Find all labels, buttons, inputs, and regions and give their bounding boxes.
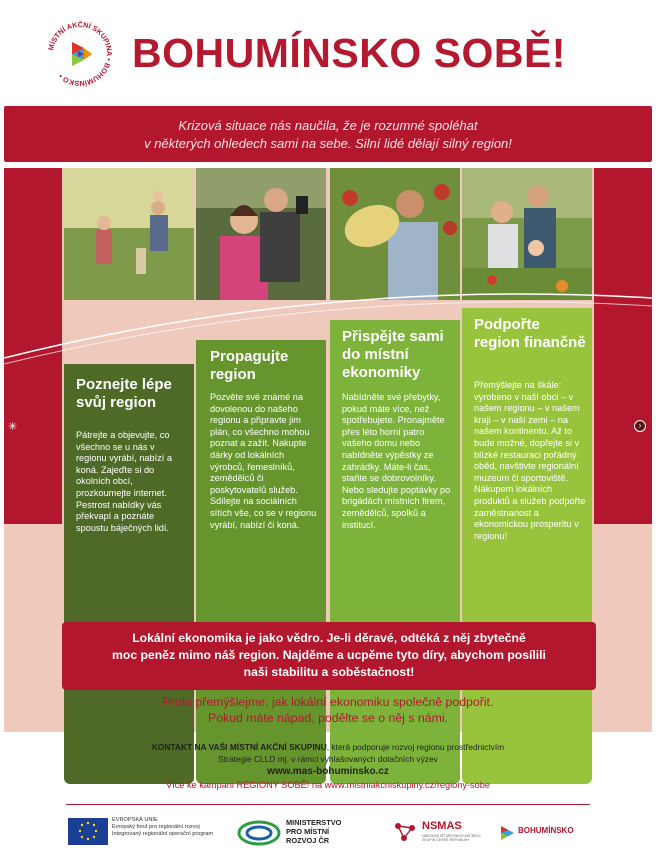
contact-lead: KONTAKT NA VAŠI MÍSTNÍ AKČNÍ SKUPINU — [151, 742, 327, 752]
closing-line-2: Pokud máte nápad, podělte se o něj s námi. — [208, 711, 448, 725]
bucket-line-2: moc peněz mimo náš region. Najděme a ucpěme tyto díry, abychom posílili — [112, 648, 546, 662]
intro-banner — [4, 106, 652, 162]
mmr-logo: MINISTERSTVO PRO MÍSTNÍ ROZVOJ ČR — [236, 816, 356, 850]
bucket-banner — [62, 622, 596, 690]
card-title: Propagujte region — [210, 348, 289, 383]
closing-line-1: Proto přemýšlejme, jak lokální ekonomiku společně podpořit. — [162, 695, 494, 709]
campaign-lead: Více ke kampani REGIONY SOBĚ! na — [166, 779, 325, 790]
mmr-swirl-icon — [236, 818, 282, 848]
campaign-link[interactable]: www.mistniakcniskupiny.cz/regiony-sobe — [324, 779, 490, 790]
nsmas-network-icon — [392, 820, 418, 846]
intro-line-1: Krizová situace nás naučila, že je rozumné spoléhat — [178, 118, 478, 133]
contact-line-2: Strategie CLLD mj. v rámci vyhlašovaných dotačních výzev — [218, 753, 438, 764]
arrow-right-icon: › — [634, 420, 646, 432]
bucket-line-3: naši stabilitu a soběstačnost! — [243, 665, 415, 679]
eu-flag-icon — [68, 818, 108, 845]
mas-bohuminsko-logo: BOHUMÍNSKO — [498, 820, 588, 846]
mas-logo — [44, 18, 116, 90]
card-title: Poznejte lépe svůj region — [76, 376, 172, 411]
campaign-line — [0, 780, 656, 792]
footer-logos — [0, 810, 656, 856]
closing-text — [4, 694, 652, 726]
contact-lead-rest: , která podporuje rozvoj regionu prostřednictvím — [326, 742, 505, 752]
page-title: BOHUMÍNSKO SOBĚ! — [132, 30, 566, 76]
intro-line-2: v některých ohledech sami na sebe. Silní lidé dělají silný region! — [144, 136, 512, 151]
card-text: Pátrejte a objevujte, co všechno se u nás v regionu vyrábí, nabízí a koná. Zajeďte si do okolních obcí, prozkoumejte internet. Pestrost nabídky vás překvapí a poznáte spoustu báječných lidí. — [76, 430, 173, 533]
nsmas-logo: NSMAS NÁRODNÍ SÍŤ MÍSTNÍCH AKČNÍCH SKUPIN ČESKÉ REPUBLIKY — [392, 816, 482, 850]
main-stage — [4, 168, 652, 732]
header — [0, 0, 656, 100]
contact-block — [0, 742, 656, 791]
bucket-line-1: Lokální ekonomika je jako vědro. Je-li děravé, odtéká z něj zbytečně — [132, 631, 526, 645]
website-link[interactable]: www.mas-bohuminsko.cz — [267, 766, 389, 777]
card-title: Podpořte region finančně — [474, 316, 586, 351]
card-text: Přemýšlejte na škále: vyrobeno v naší obci – v našem regionu – v našem kraji – v naší zemi – na našem kontinentu. Až to bude možné, dopřejte si v blízké restauraci pořádný oběd, navštivte regionální muzeum či sportoviště. Nákupem lokálních produktů a služeb podpořte zaměstnanost a ekonomickou prosperitu v regionu! — [474, 380, 586, 541]
sparkle-icon: ✳ — [8, 421, 18, 433]
mas-triangle-icon — [498, 824, 516, 842]
decorative-curve — [4, 268, 652, 368]
card-title: Přispějte sami do místní ekonomiky — [342, 328, 444, 381]
card-text: Pozvěte své známé na dovolenou do našeho regionu a připravte jim plán, co všechno mohou poznat a zažít. Nakupte dárky od lokálních výrobců, řemeslníků, zemědělců či poskytovatelů služeb. Sdílejte na sociálních sítích vše, co se v regionu vyrábí, nabízí či koná. — [210, 392, 317, 530]
eu-text: EVROPSKÁ UNIE Evropský fond pro regionální rozvoj Integrovaný regionální operační program — [112, 817, 214, 837]
card-text: Nabídněte své přebytky, pokud máte více, než spotřebujete. Pronajměte přes léto horní patro vašeho domu nebo nabídněte výpěstky ze zahrádky. Máte-li čas, staňte se dobrovolníky. Nebo sledujte poptávky po brigádách místních firem, zemědělců, spolků a institucí. — [342, 392, 451, 530]
svg-text:MÍSTNÍ AKČNÍ SKUPINA • BOHUMÍN: MÍSTNÍ AKČNÍ SKUPINA • BOHUMÍNSKO • — [46, 19, 115, 89]
footer-divider — [66, 804, 590, 805]
contact-line-1 — [0, 742, 656, 754]
